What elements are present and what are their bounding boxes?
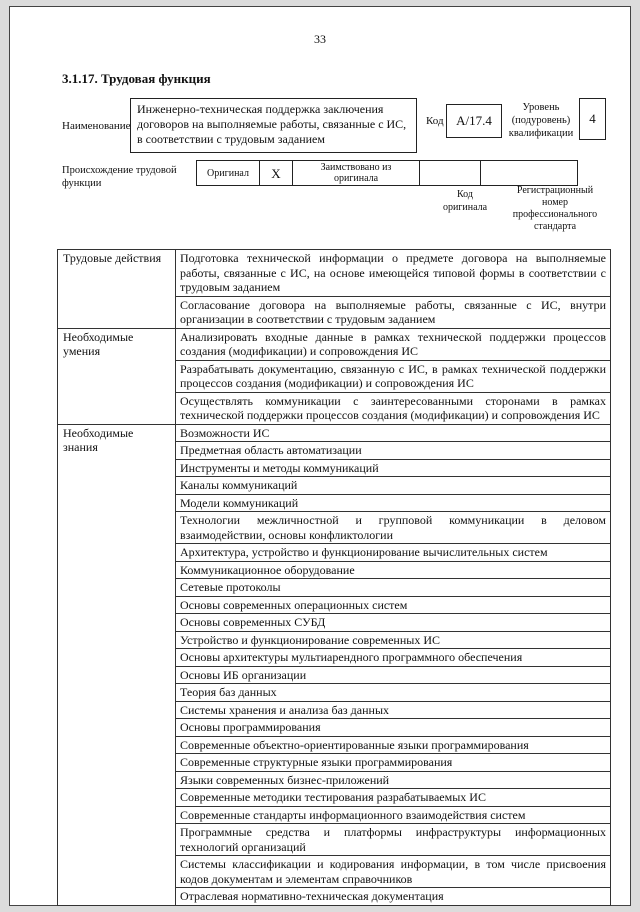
origin-code-cell (419, 160, 481, 186)
item-cell: Основы программирования (176, 719, 611, 737)
item-cell: Системы классификации и кодирования информации, в том числе присвоения кодов документам и элементам справочников (176, 856, 611, 888)
item-cell: Технологии межличностной и групповой коммуникации в деловом взаимодействии, основы конфликтологии (176, 512, 611, 544)
item-cell: Современные объектно-ориентированные языки программирования (176, 736, 611, 754)
original-mark: X (259, 160, 293, 186)
category-cell: Необходимые знания (58, 424, 176, 905)
code-value: А/17.4 (446, 104, 502, 138)
code-label: Код (426, 115, 444, 127)
item-cell: Инструменты и методы коммуникаций (176, 459, 611, 477)
item-cell: Осуществлять коммуникации с заинтересованными сторонами в рамках технической поддержки процессов создания (модификации) и сопровождения ИС (176, 392, 611, 424)
original-label: Оригинал (196, 160, 260, 186)
origin-row (197, 160, 578, 186)
level-label: Уровень (подуровень) квалификации (508, 102, 574, 139)
category-cell: Трудовые действия (58, 250, 176, 329)
category-cell: Необходимые умения (58, 328, 176, 424)
item-cell: Отраслевая нормативно-техническая документация (176, 888, 611, 906)
name-label: Наименование (62, 120, 131, 132)
reg-number-label: Регистрационный номер профессионального стандарта (512, 185, 598, 232)
item-cell: Основы современных СУБД (176, 614, 611, 632)
page-number: 33 (314, 32, 326, 46)
item-cell: Современные стандарты информационного взаимодействия систем (176, 806, 611, 824)
name-value: Инженерно-техническая поддержка заключения договоров на выполняемые работы, связанные с ИС, в соответствии с трудовым заданием (130, 98, 417, 153)
item-cell: Разрабатывать документацию, связанную с ИС, в рамках технической поддержки процессов создания (модификации) и сопровождения ИС (176, 360, 611, 392)
item-cell: Коммуникационное оборудование (176, 561, 611, 579)
item-cell: Модели коммуникаций (176, 494, 611, 512)
item-cell: Сетевые протоколы (176, 579, 611, 597)
item-cell: Каналы коммуникаций (176, 477, 611, 495)
borrowed-label: Заимствовано из оригинала (292, 160, 420, 186)
item-cell: Архитектура, устройство и функционирование вычислительных систем (176, 544, 611, 562)
origin-label: Происхождение трудовой функции (62, 165, 177, 189)
item-cell: Современные структурные языки программирования (176, 754, 611, 772)
origin-code-label: Код оригинала (442, 189, 488, 213)
level-value: 4 (579, 98, 606, 140)
section-title: 3.1.17. Трудовая функция (62, 71, 211, 86)
item-cell: Основы ИБ организации (176, 666, 611, 684)
item-cell: Системы хранения и анализа баз данных (176, 701, 611, 719)
item-cell: Подготовка технической информации о предмете договора на выполняемые работы, связанные с ИС, на основе имеющейся типовой формы в соответствии с трудовым заданием (176, 250, 611, 297)
item-cell: Основы современных операционных систем (176, 596, 611, 614)
item-cell: Возможности ИС (176, 424, 611, 442)
item-cell: Современные методики тестирования разрабатываемых ИС (176, 789, 611, 807)
item-cell: Языки современных бизнес-приложений (176, 771, 611, 789)
item-cell: Анализировать входные данные в рамках технической поддержки процессов создания (модификации) и сопровождения ИС (176, 328, 611, 360)
item-cell: Основы архитектуры мультиарендного программного обеспечения (176, 649, 611, 667)
reg-number-cell (480, 160, 578, 186)
table-row (58, 328, 611, 360)
table-row (58, 424, 611, 442)
function-table (57, 249, 611, 906)
item-cell: Устройство и функционирование современных ИС (176, 631, 611, 649)
item-cell: Предметная область автоматизации (176, 442, 611, 460)
item-cell: Программные средства и платформы инфраструктуры информационных технологий организаций (176, 824, 611, 856)
item-cell: Теория баз данных (176, 684, 611, 702)
table-row (58, 250, 611, 297)
item-cell: Согласование договора на выполняемые работы, связанные с ИС, внутри организации в соответствии с трудовым заданием (176, 296, 611, 328)
